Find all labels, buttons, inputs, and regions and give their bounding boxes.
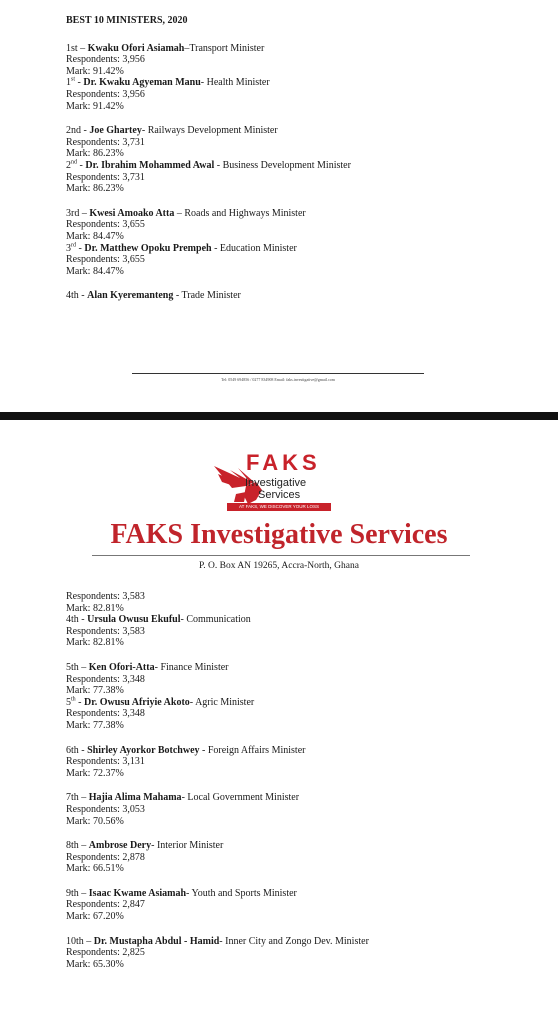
entry-role: Youth and Sports Minister (191, 887, 297, 899)
entry-rank: 6th (66, 744, 79, 756)
entry-mark: Mark: 86.23% (66, 183, 124, 195)
entry-separator: - (154, 661, 161, 673)
ranking-list-part-2 (66, 591, 538, 970)
entry-separator: - (78, 290, 88, 302)
entry-separator: – (184, 42, 190, 54)
list-entry (66, 792, 538, 827)
entry-separator: – (79, 207, 90, 219)
entry-name: Dr. Owusu Afriyie Akoto (84, 696, 190, 708)
entry-rank: 5th (66, 661, 79, 673)
entry-rank: 3rd (66, 207, 80, 219)
footer-rule (132, 373, 424, 374)
entry-mark: Mark: 84.47% (66, 230, 124, 242)
entry-respondents: Respondents: 2,878 (66, 851, 145, 863)
entry-name: Ursula Owusu Ekuful (87, 614, 181, 626)
logo-subtitle-line-2: Services (258, 489, 301, 501)
list-entry (66, 840, 538, 875)
entry-rank: 1 (66, 77, 71, 89)
document-page-1 (0, 0, 558, 412)
list-entry (66, 43, 538, 78)
entry-mark: Mark: 67.20% (66, 911, 124, 923)
entry-role: Agric Minister (195, 696, 255, 708)
entry-separator: - (75, 77, 84, 89)
entry-separator: - (180, 614, 187, 626)
entry-role: Transport Minister (189, 42, 265, 54)
entry-separator: – (78, 661, 89, 673)
entry-separator: – (83, 935, 94, 947)
entry-name: Alan Kyeremanteng (87, 290, 174, 302)
entry-rank: 3 (66, 242, 71, 254)
entry-mark: Mark: 82.81% (66, 602, 124, 614)
ranking-list-part-1 (66, 15, 538, 302)
entry-role: Railways Development Minister (147, 125, 278, 137)
entry-separator: - (186, 887, 192, 899)
list-entry (66, 290, 538, 302)
list-entry (66, 745, 538, 780)
entry-respondents: Respondents: 2,847 (66, 899, 145, 911)
entry-name: Joe Ghartey (89, 125, 142, 137)
entry-separator: - (199, 744, 208, 756)
entry-rank-suffix: rd (71, 242, 76, 249)
entry-role: Interior Minister (156, 840, 224, 852)
entry-separator: - (173, 290, 182, 302)
list-entry (66, 662, 538, 697)
entry-separator: – (78, 840, 89, 852)
entry-respondents: Respondents: 3,348 (66, 708, 145, 720)
entry-name: Shirley Ayorkor Botchwey (87, 744, 200, 756)
entry-respondents: Respondents: 3,956 (66, 88, 145, 100)
entry-rank: 2nd (66, 125, 81, 137)
entry-name: Dr. Ibrahim Mohammed Awal (85, 159, 215, 171)
entry-role: Trade Minister (181, 290, 241, 302)
entry-mark: Mark: 91.42% (66, 100, 124, 112)
entry-rank: 7th (66, 792, 79, 804)
list-entry (66, 208, 538, 243)
list-entry (66, 697, 538, 732)
entry-separator: - (211, 242, 220, 254)
entry-separator: - (77, 159, 86, 171)
entry-mark: Mark: 84.47% (66, 265, 124, 277)
entry-separator: - (78, 614, 88, 626)
list-entry (66, 243, 538, 278)
list-entry-continued (66, 591, 538, 614)
list-entry (66, 888, 538, 923)
entry-name: Dr. Mustapha Abdul - Hamid (93, 935, 220, 947)
entry-role: Education Minister (219, 242, 297, 254)
entry-separator: - (200, 77, 207, 89)
entry-respondents: Respondents: 3,131 (66, 756, 145, 768)
entry-respondents: Respondents: 3,655 (66, 254, 145, 266)
entry-separator: - (219, 935, 226, 947)
entry-respondents: Respondents: 3,348 (66, 673, 145, 685)
entry-rank: 4th (66, 614, 79, 626)
entry-separator: - (76, 242, 85, 254)
entry-separator: - (189, 696, 196, 708)
entry-mark: Mark: 77.38% (66, 719, 124, 731)
entry-rank: 4th (66, 290, 79, 302)
entry-separator: - (214, 159, 223, 171)
entry-separator: – (174, 207, 185, 219)
entry-mark: Mark: 82.81% (66, 637, 124, 649)
entry-role: Health Minister (206, 77, 270, 89)
entry-role: Business Development Minister (222, 159, 351, 171)
entry-separator: - (141, 125, 148, 137)
logo-wordmark: FAKS (246, 450, 321, 475)
entry-rank-suffix: th (71, 696, 76, 703)
page-divider (0, 412, 558, 420)
footer-contact: Tel: 0549 694856 / 0277 834908 Email: faks.investigative@gmail.com (221, 377, 335, 382)
entry-respondents: Respondents: 3,583 (66, 591, 145, 602)
entry-respondents: Respondents: 3,583 (66, 625, 145, 637)
entry-rank: 1st (66, 42, 78, 54)
list-entry (66, 77, 538, 112)
entry-rank: 9th (66, 887, 79, 899)
entry-rank: 10th (66, 935, 84, 947)
entry-respondents: Respondents: 2,825 (66, 947, 145, 959)
entry-rank-suffix: nd (71, 159, 77, 166)
entry-respondents: Respondents: 3,956 (66, 54, 145, 66)
entry-respondents: Respondents: 3,731 (66, 171, 145, 183)
entry-name: Kwesi Amoako Atta (89, 207, 175, 219)
entry-rank: 5 (66, 696, 71, 708)
entry-name: Dr. Matthew Opoku Prempeh (84, 242, 212, 254)
logo-subtitle-line-1: Investigative (245, 477, 307, 489)
entry-separator: – (78, 887, 89, 899)
entry-mark: Mark: 70.56% (66, 815, 124, 827)
entry-name: Hajia Alima Mahama (88, 792, 182, 804)
entry-mark: Mark: 77.38% (66, 685, 124, 697)
entry-role: Local Government Minister (187, 792, 300, 804)
entry-respondents: Respondents: 3,053 (66, 803, 145, 815)
entry-respondents: Respondents: 3,655 (66, 219, 145, 231)
entry-role: Finance Minister (160, 661, 229, 673)
entry-separator: – (77, 42, 88, 54)
entry-separator: - (181, 792, 188, 804)
entry-mark: Mark: 91.42% (66, 65, 124, 77)
entry-role: Roads and Highways Minister (184, 207, 306, 219)
entry-separator: – (78, 792, 89, 804)
entry-mark: Mark: 66.51% (66, 863, 124, 875)
entry-role: Foreign Affairs Minister (207, 744, 306, 756)
logo-tagline: AT FAKS, WE DISCOVER YOUR LOSS (227, 503, 331, 511)
list-entry (66, 160, 538, 195)
list-entry (66, 936, 538, 971)
entry-respondents: Respondents: 3,731 (66, 136, 145, 148)
list-entry (66, 125, 538, 160)
entry-rank-suffix: st (71, 77, 76, 84)
entry-rank: 8th (66, 840, 79, 852)
entry-role: Inner City and Zongo Dev. Minister (225, 935, 369, 947)
company-title: FAKS Investigative Services (110, 519, 448, 550)
entry-name: Kwaku Ofori Asiamah (87, 42, 185, 54)
entry-separator: - (81, 125, 90, 137)
entry-name: Ambrose Dery (88, 840, 152, 852)
entry-name: Isaac Kwame Asiamah (88, 887, 187, 899)
entry-role: Communication (186, 614, 251, 626)
entry-mark: Mark: 65.30% (66, 958, 124, 970)
title-rule (92, 555, 470, 556)
entry-mark: Mark: 72.37% (66, 767, 124, 779)
entry-name: Ken Ofori-Atta (88, 661, 155, 673)
entry-mark: Mark: 86.23% (66, 148, 124, 160)
entry-name: Dr. Kwaku Agyeman Manu (83, 77, 201, 89)
entry-rank: 2 (66, 159, 71, 171)
entry-separator: - (151, 840, 157, 852)
list-entry (66, 614, 538, 649)
company-address: P. O. Box AN 19265, Accra-North, Ghana (199, 561, 359, 571)
entry-separator: - (78, 744, 88, 756)
entry-separator: - (75, 696, 85, 708)
document-heading: BEST 10 MINISTERS, 2020 (66, 15, 188, 26)
